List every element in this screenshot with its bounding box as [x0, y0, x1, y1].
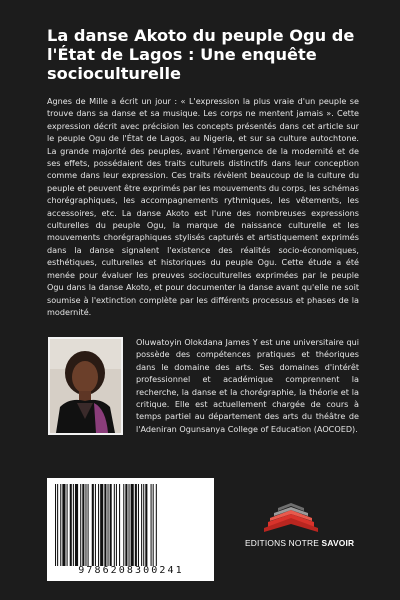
barcode-bar [129, 484, 130, 566]
barcode-bar [67, 484, 68, 566]
barcode-bar [80, 484, 81, 566]
barcode-bar [100, 484, 103, 566]
barcode-bar [141, 484, 142, 566]
barcode-bar [98, 484, 99, 566]
barcode-bar [143, 484, 144, 566]
barcode-bar [57, 484, 58, 566]
barcode-bar [75, 484, 78, 566]
barcode-bar [114, 484, 115, 566]
book-summary: Agnes de Mille a écrit un jour : « L'expression la plus vraie d'un peuple se trouve dans sa danse et sa musique. Les corps ne mentent jamais ». Cette expression décrit avec précision les concepts présentés dans cet article sur le peuple Ogu de l'État de Lagos, au Nigeria, et sur sa culture autochtone. La grande majorité des peuples, avant l'émergence de la modernité et de ses effets, possédaient des traits culturels distinctifs dans leur conception comme dans leur expression. Ces traits révèlent beaucoup de la culture du peuple et peuvent être exprimés par les mouvements du corps, les schémas chorégraphiques, les accompagnements rythmiques, les vêtements, les accessoires, etc. La danse Akoto est l'une des nombreuses expressions culturelles du peuple Ogu, la marque de naissance culturelle et les mouvements chorégraphiques stylisés capturés et artistiquement exprimés dans la danse signalent l'existence des réalités socio-économiques, esthétiques, culturelles et historiques du peuple Ogu. Cette étude a été menée pour évaluer les preuves socioculturelles exprimées par le peuple Ogu dans la danse Akoto, et pour documenter la danse avant qu'elle ne soit soumise à l'extinction complète par les différents processus et phases de la modernité. [47, 96, 359, 317]
barcode-icon [55, 484, 206, 566]
barcode-bar [153, 484, 154, 566]
book-title: La danse Akoto du peuple Ogu de l'État de Lagos : Une enquête socioculturelle [47, 26, 355, 83]
barcode-bar [125, 484, 127, 566]
author-portrait-icon [50, 339, 121, 433]
barcode-bar [95, 484, 96, 566]
publisher-book-logo-icon [256, 498, 326, 536]
barcode-bar [62, 484, 65, 566]
barcode-bar [73, 484, 74, 566]
barcode-bar [116, 484, 117, 566]
publisher-name [245, 538, 365, 548]
barcode-bar [92, 484, 94, 566]
barcode-bar [131, 484, 134, 566]
publisher-name-part2: SAVOIR [321, 538, 355, 548]
isbn-barcode [47, 478, 214, 581]
barcode-bar [88, 484, 89, 566]
publisher-name-part1: EDITIONS NOTRE [245, 538, 322, 548]
isbn-number: 9786208300241 [78, 565, 184, 576]
barcode-bar [55, 484, 56, 566]
barcode-bar [85, 484, 86, 566]
barcode-bar [145, 484, 147, 566]
author-bio: Oluwatoyin Olokdana James Y est une universitaire qui possède des compétences pratiques et théoriques dans le domaine des arts. Ses domaines d'intérêt professionnel et académique comprennent la recherche, la danse et la chorégraphie, la théorie et la critique. Elle est actuellement chargée de cours à temps partiel au département des arts du théâtre de l'Adeniran Ogunsanya College of Education (AOCOED). [136, 337, 359, 434]
barcode-bar [82, 484, 84, 566]
barcode-bar [119, 484, 120, 566]
barcode-bar [156, 484, 157, 566]
barcode-bar [123, 484, 124, 566]
barcode-bar [108, 484, 109, 566]
author-photo [48, 337, 123, 435]
barcode-bar [60, 484, 61, 566]
barcode-bar [110, 484, 112, 566]
barcode-bar [70, 484, 72, 566]
barcode-bar [135, 484, 137, 566]
barcode-bar [138, 484, 139, 566]
barcode-bar [104, 484, 106, 566]
barcode-bar [151, 484, 152, 566]
